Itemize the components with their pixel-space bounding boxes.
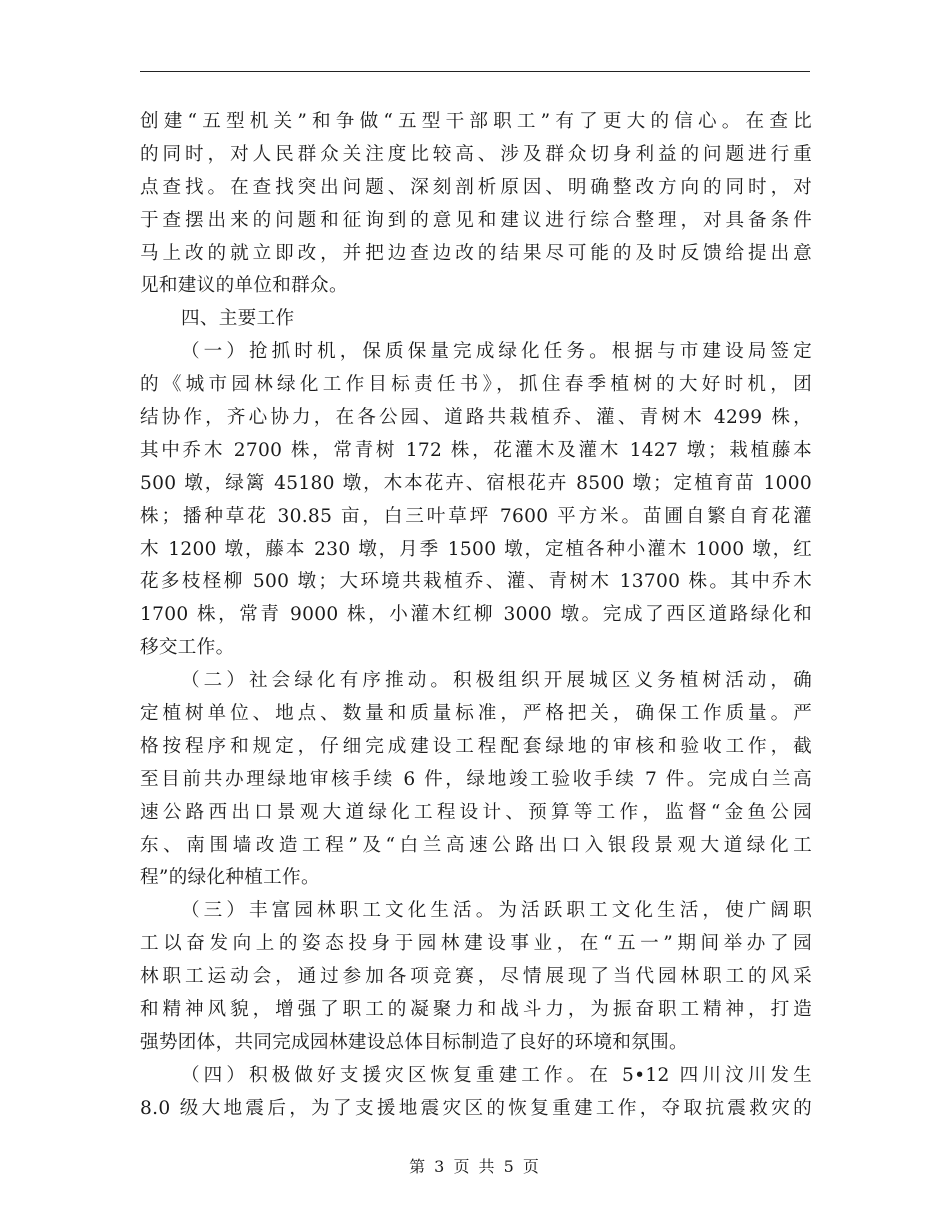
- text-line: （四）积极做好支援灾区恢复重建工作。在 5•12 四川汶川发生: [181, 1064, 812, 1086]
- text-line: 至目前共办理绿地审核手续 6 件，绿地竣工验收手续 7 件。完成白兰高: [140, 768, 812, 790]
- text-line: 点查找。在查找突出问题、深刻剖析原因、明确整改方向的同时，对: [140, 176, 812, 198]
- text-line: 定植树单位、地点、数量和质量标准，严格把关，确保工作质量。严: [140, 703, 812, 725]
- text-line: 见和建议的单位和群众。: [140, 275, 348, 297]
- text-line: 1700 株，常青 9000 株，小灌木红柳 3000 墩。完成了西区道路绿化和: [140, 604, 812, 626]
- text-line: 速公路西出口景观大道绿化工程设计、预算等工作，监督“金鱼公园: [140, 801, 812, 823]
- text-line: （二）社会绿化有序推动。积极组织开展城区义务植树活动，确: [181, 670, 812, 692]
- text-line: 和精神风貌，增强了职工的凝聚力和战斗力，为振奋职工精神，打造: [140, 999, 812, 1021]
- text-line: 工以奋发向上的姿态投身于园林建设事业，在“五一”期间举办了园: [140, 933, 812, 955]
- text-line: 格按程序和规定，仔细完成建设工程配套绿地的审核和验收工作，截: [140, 735, 812, 757]
- text-line: 林职工运动会，通过参加各项竞赛，尽情展现了当代园林职工的风采: [140, 966, 812, 988]
- text-line: 500 墩，绿篱 45180 墩，木本花卉、宿根花卉 8500 墩；定植育苗 1000: [140, 472, 812, 494]
- text-line: 移交工作。: [140, 637, 235, 659]
- text-line: 8.0 级大地震后，为了支援地震灾区的恢复重建工作，夺取抗震救灾的: [140, 1097, 812, 1119]
- text-line: 的同时，对人民群众关注度比较高、涉及群众切身利益的问题进行重: [140, 143, 812, 165]
- text-line: 株；播种草花 30.85 亩，白三叶草坪 7600 平方米。苗圃自繁自育花灌: [140, 505, 812, 527]
- text-line: 东、南围墙改造工程”及“白兰高速公路出口入银段景观大道绿化工: [140, 834, 812, 856]
- text-line: 马上改的就立即改，并把边查边改的结果尽可能的及时反馈给提出意: [140, 242, 812, 264]
- page-footer: 第 3 页 共 5 页: [409, 1157, 541, 1176]
- text-line: 程”的绿化种植工作。: [140, 867, 320, 889]
- text-line: 的《城市园林绿化工作目标责任书》，抓住春季植树的大好时机，团: [140, 374, 812, 396]
- header-rule: [140, 71, 810, 72]
- text-line: （一）抢抓时机，保质保量完成绿化任务。根据与市建设局签定: [181, 341, 812, 363]
- text-line: 四、主要工作: [181, 308, 295, 330]
- text-line: 强势团体，共同完成园林建设总体目标制造了良好的环境和氛围。: [140, 1031, 688, 1053]
- body-text: [140, 106, 812, 1126]
- text-line: 创建“五型机关”和争做“五型干部职工”有了更大的信心。在查比: [140, 111, 812, 132]
- text-line: 木 1200 墩，藤本 230 墩，月季 1500 墩，定植各种小灌木 1000 墩，红: [140, 538, 812, 560]
- text-line: 其中乔木 2700 株，常青树 172 株，花灌木及灌木 1427 墩；栽植藤本: [140, 439, 812, 461]
- text-line: 花多枝柽柳 500 墩；大环境共栽植乔、灌、青树木 13700 株。其中乔木: [140, 571, 812, 593]
- text-line: 结协作，齐心协力，在各公园、道路共栽植乔、灌、青树木 4299 株，: [140, 407, 812, 429]
- text-line: 于查摆出来的问题和征询到的意见和建议进行综合整理，对具备条件: [140, 209, 812, 231]
- text-line: （三）丰富园林职工文化生活。为活跃职工文化生活，使广阔职: [181, 900, 812, 922]
